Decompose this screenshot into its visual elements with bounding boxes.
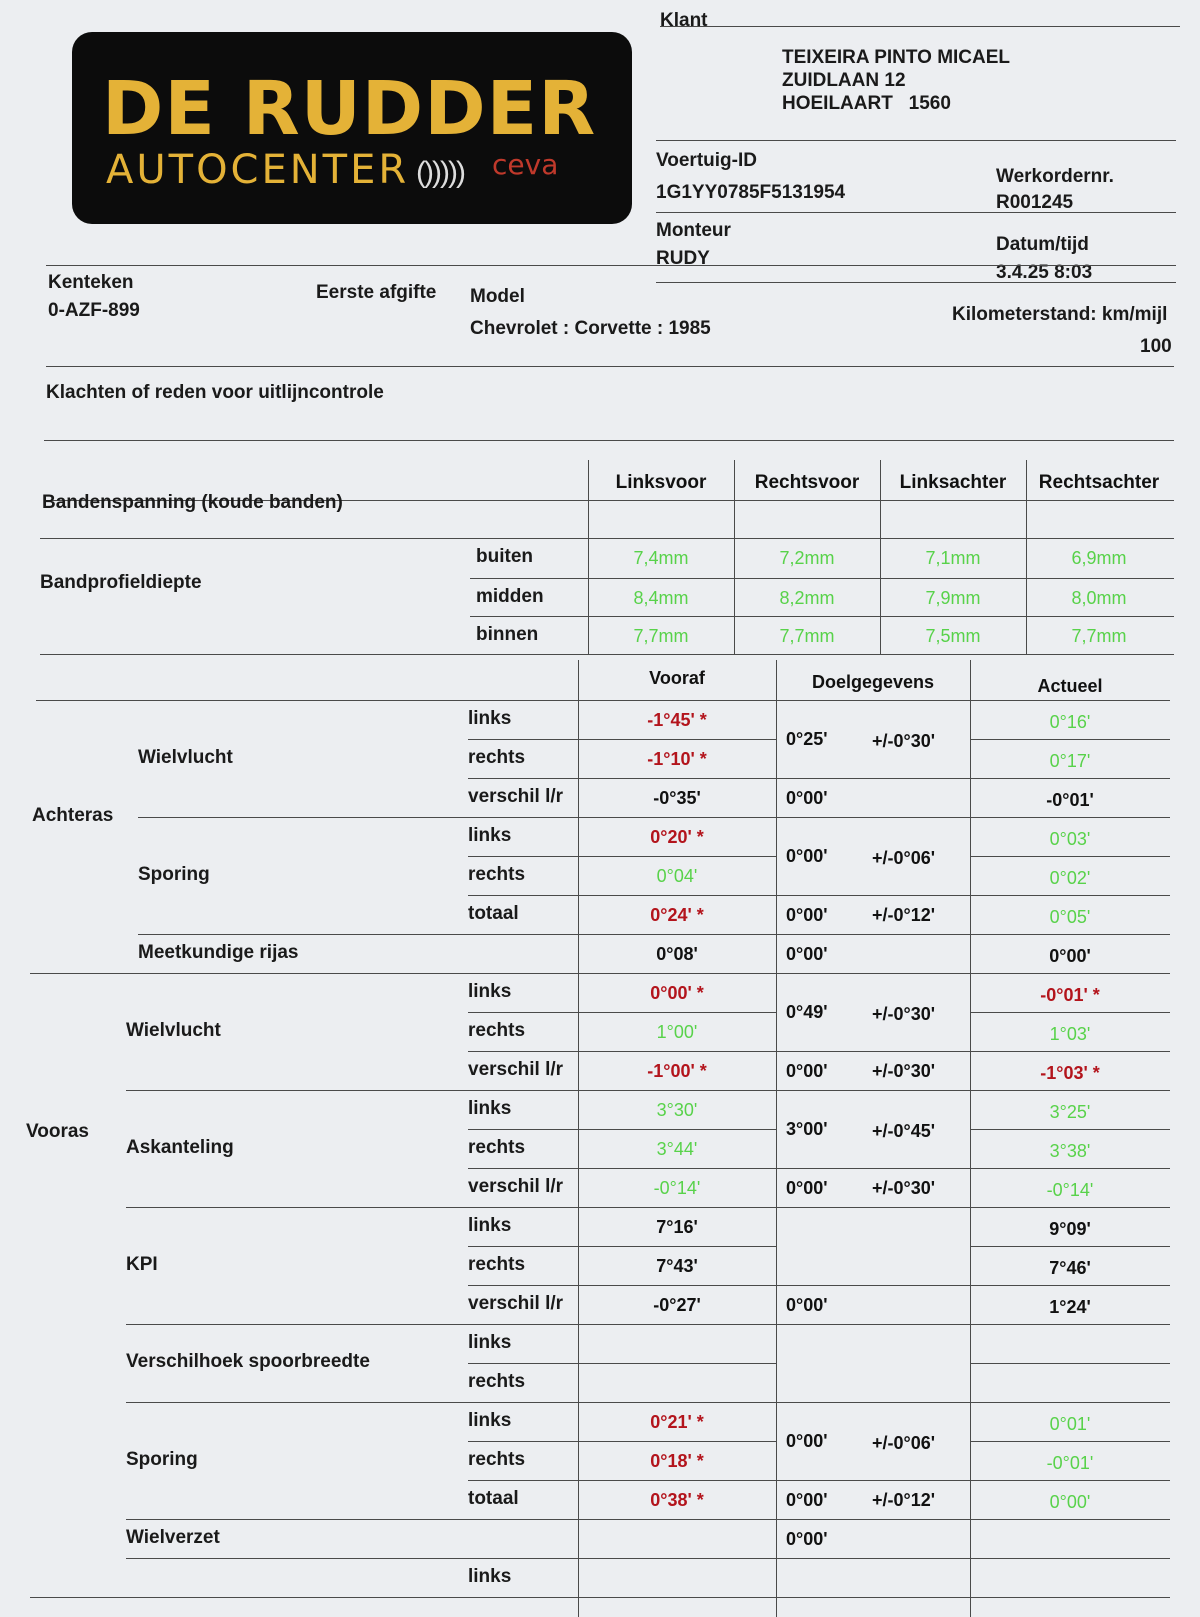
row-label: rechts [468,1020,526,1041]
row-divider [468,1051,776,1052]
row-label: links [468,1410,512,1431]
row-divider [138,817,1170,818]
column-divider [578,660,579,1617]
bandprofieldiepte-label: Bandprofieldiepte [40,572,202,593]
group-label: Meetkundige rijas [138,941,299,963]
row-divider [776,778,970,779]
row-divider [470,616,1174,617]
row-divider [468,1441,776,1442]
row-label: verschil l/r [468,1059,564,1080]
tread-value: 7,7mm [779,626,835,646]
doel-value: 0°00' [786,905,828,925]
klant-line-1: TEIXEIRA PINTO MICAEL [782,47,1011,68]
column-divider [588,460,589,654]
actueel-value: -0°01' [1046,1453,1094,1473]
doel-tolerance: +/-0°06' [872,848,936,868]
row-divider [468,895,776,896]
row-divider [126,1558,1170,1559]
row-divider [126,1207,1170,1208]
row-label: links [468,1332,512,1353]
doel-value: 0°00' [786,1061,828,1081]
vooraf-value: 7°43' [656,1256,698,1276]
row-divider [468,739,776,740]
row-label: rechts [468,1449,526,1470]
tread-value: 8,0mm [1071,588,1127,608]
doel-value: 0°25' [786,729,828,749]
row-divider [138,934,1170,935]
kilometerstand-label: Kilometerstand: km/mijl [952,304,1168,325]
row-label: rechts [468,864,526,885]
tread-value: 7,7mm [1071,626,1127,646]
vooraf-value: -0°27' [653,1295,701,1315]
group-label: Wielvlucht [126,1019,221,1041]
werkorder-label: Werkordernr. [996,166,1114,187]
row-divider [126,1324,1170,1325]
row-divider [970,1051,1170,1052]
actueel-value: 9°09' [1049,1219,1091,1239]
actueel-value: -1°03' * [1040,1063,1100,1083]
tread-row-label: binnen [476,624,539,645]
vooraf-value: 3°44' [656,1139,698,1159]
row-divider [30,1597,1170,1598]
klant-line-2: ZUIDLAAN 12 [782,70,906,91]
tread-value: 7,7mm [633,626,689,646]
kilometerstand-value: 100 [1140,336,1172,357]
tread-value: 7,9mm [925,588,981,608]
tire-column-1: Rechtsvoor [754,472,860,493]
column-divider [970,660,971,1617]
group-label: Sporing [138,863,210,885]
row-divider [970,1441,1170,1442]
eerste-afgifte-label: Eerste afgifte [316,282,437,303]
actueel-value: -0°14' [1046,1180,1094,1200]
row-label: links [468,1566,512,1587]
row-divider [776,895,970,896]
row-label: links [468,1215,512,1236]
row-divider [468,1480,776,1481]
actueel-value: 3°25' [1049,1102,1091,1122]
row-label: links [468,708,512,729]
row-label: rechts [468,1137,526,1158]
tread-row-label: buiten [476,546,533,567]
vooraf-value: 1°00' [656,1022,698,1042]
tire-column-0: Linksvoor [615,472,707,493]
row-label: rechts [468,747,526,768]
doel-value: 0°49' [786,1002,828,1022]
row-divider [970,1480,1170,1481]
company-logo [72,32,632,224]
row-divider [468,1246,776,1247]
logo-subtitle: AUTOCENTER [106,147,410,193]
doel-value: 0°00' [786,944,828,964]
row-label: totaal [468,1488,519,1509]
row-divider [468,1285,776,1286]
row-divider [468,1129,776,1130]
actueel-value: 0°01' [1049,1414,1091,1434]
row-divider [776,1051,970,1052]
doel-value: 0°00' [786,1490,828,1510]
model-label: Model [470,286,525,307]
group-label: Wielvlucht [138,746,233,768]
vooraf-value: 0°21' * [650,1412,704,1432]
vooraf-value: 0°08' [656,944,698,964]
doel-tolerance: +/-0°45' [872,1121,936,1141]
monteur-value: RUDY [656,248,710,269]
actueel-value: 3°38' [1049,1141,1091,1161]
tread-value: 7,4mm [633,548,689,568]
doel-value: 3°00' [786,1119,828,1139]
row-divider [970,1129,1170,1130]
voertuig-label: Voertuig-ID [656,150,757,171]
actueel-value: 7°46' [1049,1258,1091,1278]
klachten-label: Klachten of reden voor uitlijncontrole [46,382,384,403]
vooraf-value: 0°04' [656,866,698,886]
doel-tolerance: +/-0°30' [872,1178,936,1198]
doel-value: 0°00' [786,788,828,808]
row-label: rechts [468,1254,526,1275]
actueel-value: 1°24' [1049,1297,1091,1317]
vooraf-value: -1°00' * [647,1061,707,1081]
tread-value: 6,9mm [1071,548,1127,568]
row-divider [970,778,1170,779]
doel-tolerance: +/-0°06' [872,1433,936,1453]
column-divider [1026,460,1027,654]
vooraf-value: -1°45' * [647,710,707,730]
actueel-value: 0°00' [1049,946,1091,966]
row-divider [468,856,776,857]
column-divider [880,460,881,654]
row-divider [470,578,1174,579]
row-divider [468,778,776,779]
tire-column-3: Rechtsachter [1038,472,1160,493]
vooraf-value: 0°18' * [650,1451,704,1471]
row-divider [30,973,1170,974]
vooraf-header: Vooraf [649,668,705,688]
group-label: Wielverzet [126,1526,220,1548]
row-divider [970,739,1170,740]
row-divider [970,895,1170,896]
row-label: links [468,981,512,1002]
klant-label: Klant [660,10,708,31]
doel-value: 0°00' [786,1178,828,1198]
group-label: KPI [126,1253,158,1275]
vooraf-value: -1°10' * [647,749,707,769]
row-divider [40,654,1174,655]
vooraf-value: 0°38' * [650,1490,704,1510]
group-label: Sporing [126,1448,198,1470]
doel-tolerance: +/-0°12' [872,1490,936,1510]
voertuig-value: 1G1YY0785F5131954 [656,182,846,203]
doel-value: 0°00' [786,846,828,866]
vooras-label: Vooras [26,1121,90,1142]
achteras-label: Achteras [32,805,114,826]
row-divider [40,538,1174,539]
row-label: verschil l/r [468,1293,564,1314]
row-label: totaal [468,903,519,924]
model-value: Chevrolet : Corvette : 1985 [470,318,711,339]
logo-name: DE RUDDER [102,66,597,152]
column-divider [776,660,777,1617]
klant-line-3: HOEILAART 1560 [782,93,951,114]
row-divider [126,1519,1170,1520]
tread-row-label: midden [476,586,544,607]
group-label: Verschilhoek spoorbreedte [126,1351,370,1372]
row-label: verschil l/r [468,786,564,807]
werkorder-value: R001245 [996,192,1074,213]
actueel-value: 1°03' [1049,1024,1091,1044]
vooraf-value: 3°30' [656,1100,698,1120]
row-divider [468,1012,776,1013]
group-label: Askanteling [126,1136,234,1158]
actueel-value: 0°05' [1049,907,1091,927]
doel-tolerance: +/-0°30' [872,1004,936,1024]
doel-tolerance: +/-0°30' [872,731,936,751]
vooraf-value: -0°14' [653,1178,701,1198]
tread-value: 8,2mm [779,588,835,608]
row-divider [776,1168,970,1169]
vooraf-value: 0°20' * [650,827,704,847]
row-divider [126,1402,1170,1403]
kenteken-value: 0-AZF-899 [48,300,140,321]
monteur-label: Monteur [656,220,731,241]
row-divider [970,1012,1170,1013]
doel-value: 0°00' [786,1295,828,1315]
row-label: verschil l/r [468,1176,564,1197]
actueel-value: 0°16' [1049,712,1091,732]
tread-value: 7,2mm [779,548,835,568]
actueel-value: 0°02' [1049,868,1091,888]
row-divider [970,1246,1170,1247]
datum-value: 3.4.25 8:03 [996,262,1093,283]
kenteken-label: Kenteken [48,272,134,293]
row-divider [776,1285,970,1286]
actueel-value: -0°01' [1046,790,1094,810]
actueel-value: 0°00' [1049,1492,1091,1512]
row-divider [776,1480,970,1481]
doel-tolerance: +/-0°12' [872,905,936,925]
doel-value: 0°00' [786,1529,828,1549]
row-divider [970,1285,1170,1286]
row-divider [468,1363,776,1364]
doel-tolerance: +/-0°30' [872,1061,936,1081]
actueel-value: -0°01' * [1040,985,1100,1005]
row-divider [468,1168,776,1169]
row-divider [970,856,1170,857]
datum-label: Datum/tijd [996,234,1089,255]
row-divider [970,1168,1170,1169]
actueel-header: Actueel [1037,676,1103,696]
row-label: links [468,825,512,846]
tread-value: 8,4mm [633,588,689,608]
row-divider [126,1090,1170,1091]
row-label: rechts [468,1371,526,1392]
row-label: links [468,1098,512,1119]
logo-brand: ceva [492,148,559,181]
doel-value: 0°00' [786,1431,828,1451]
tire-column-2: Linksachter [899,472,1007,493]
row-divider [970,1363,1170,1364]
actueel-value: 0°03' [1049,829,1091,849]
tread-value: 7,1mm [925,548,981,568]
vooraf-value: 0°00' * [650,983,704,1003]
vooraf-value: 7°16' [656,1217,698,1237]
vooraf-value: 0°24' * [650,905,704,925]
vooraf-value: -0°35' [653,788,701,808]
logo-waves-icon: ())))) [416,156,464,189]
actueel-value: 0°17' [1049,751,1091,771]
column-divider [734,460,735,654]
bandenspanning-label: Bandenspanning (koude banden) [42,492,343,513]
tread-value: 7,5mm [925,626,981,646]
doelgegevens-header: Doelgegevens [811,672,935,692]
row-divider [36,700,1170,701]
